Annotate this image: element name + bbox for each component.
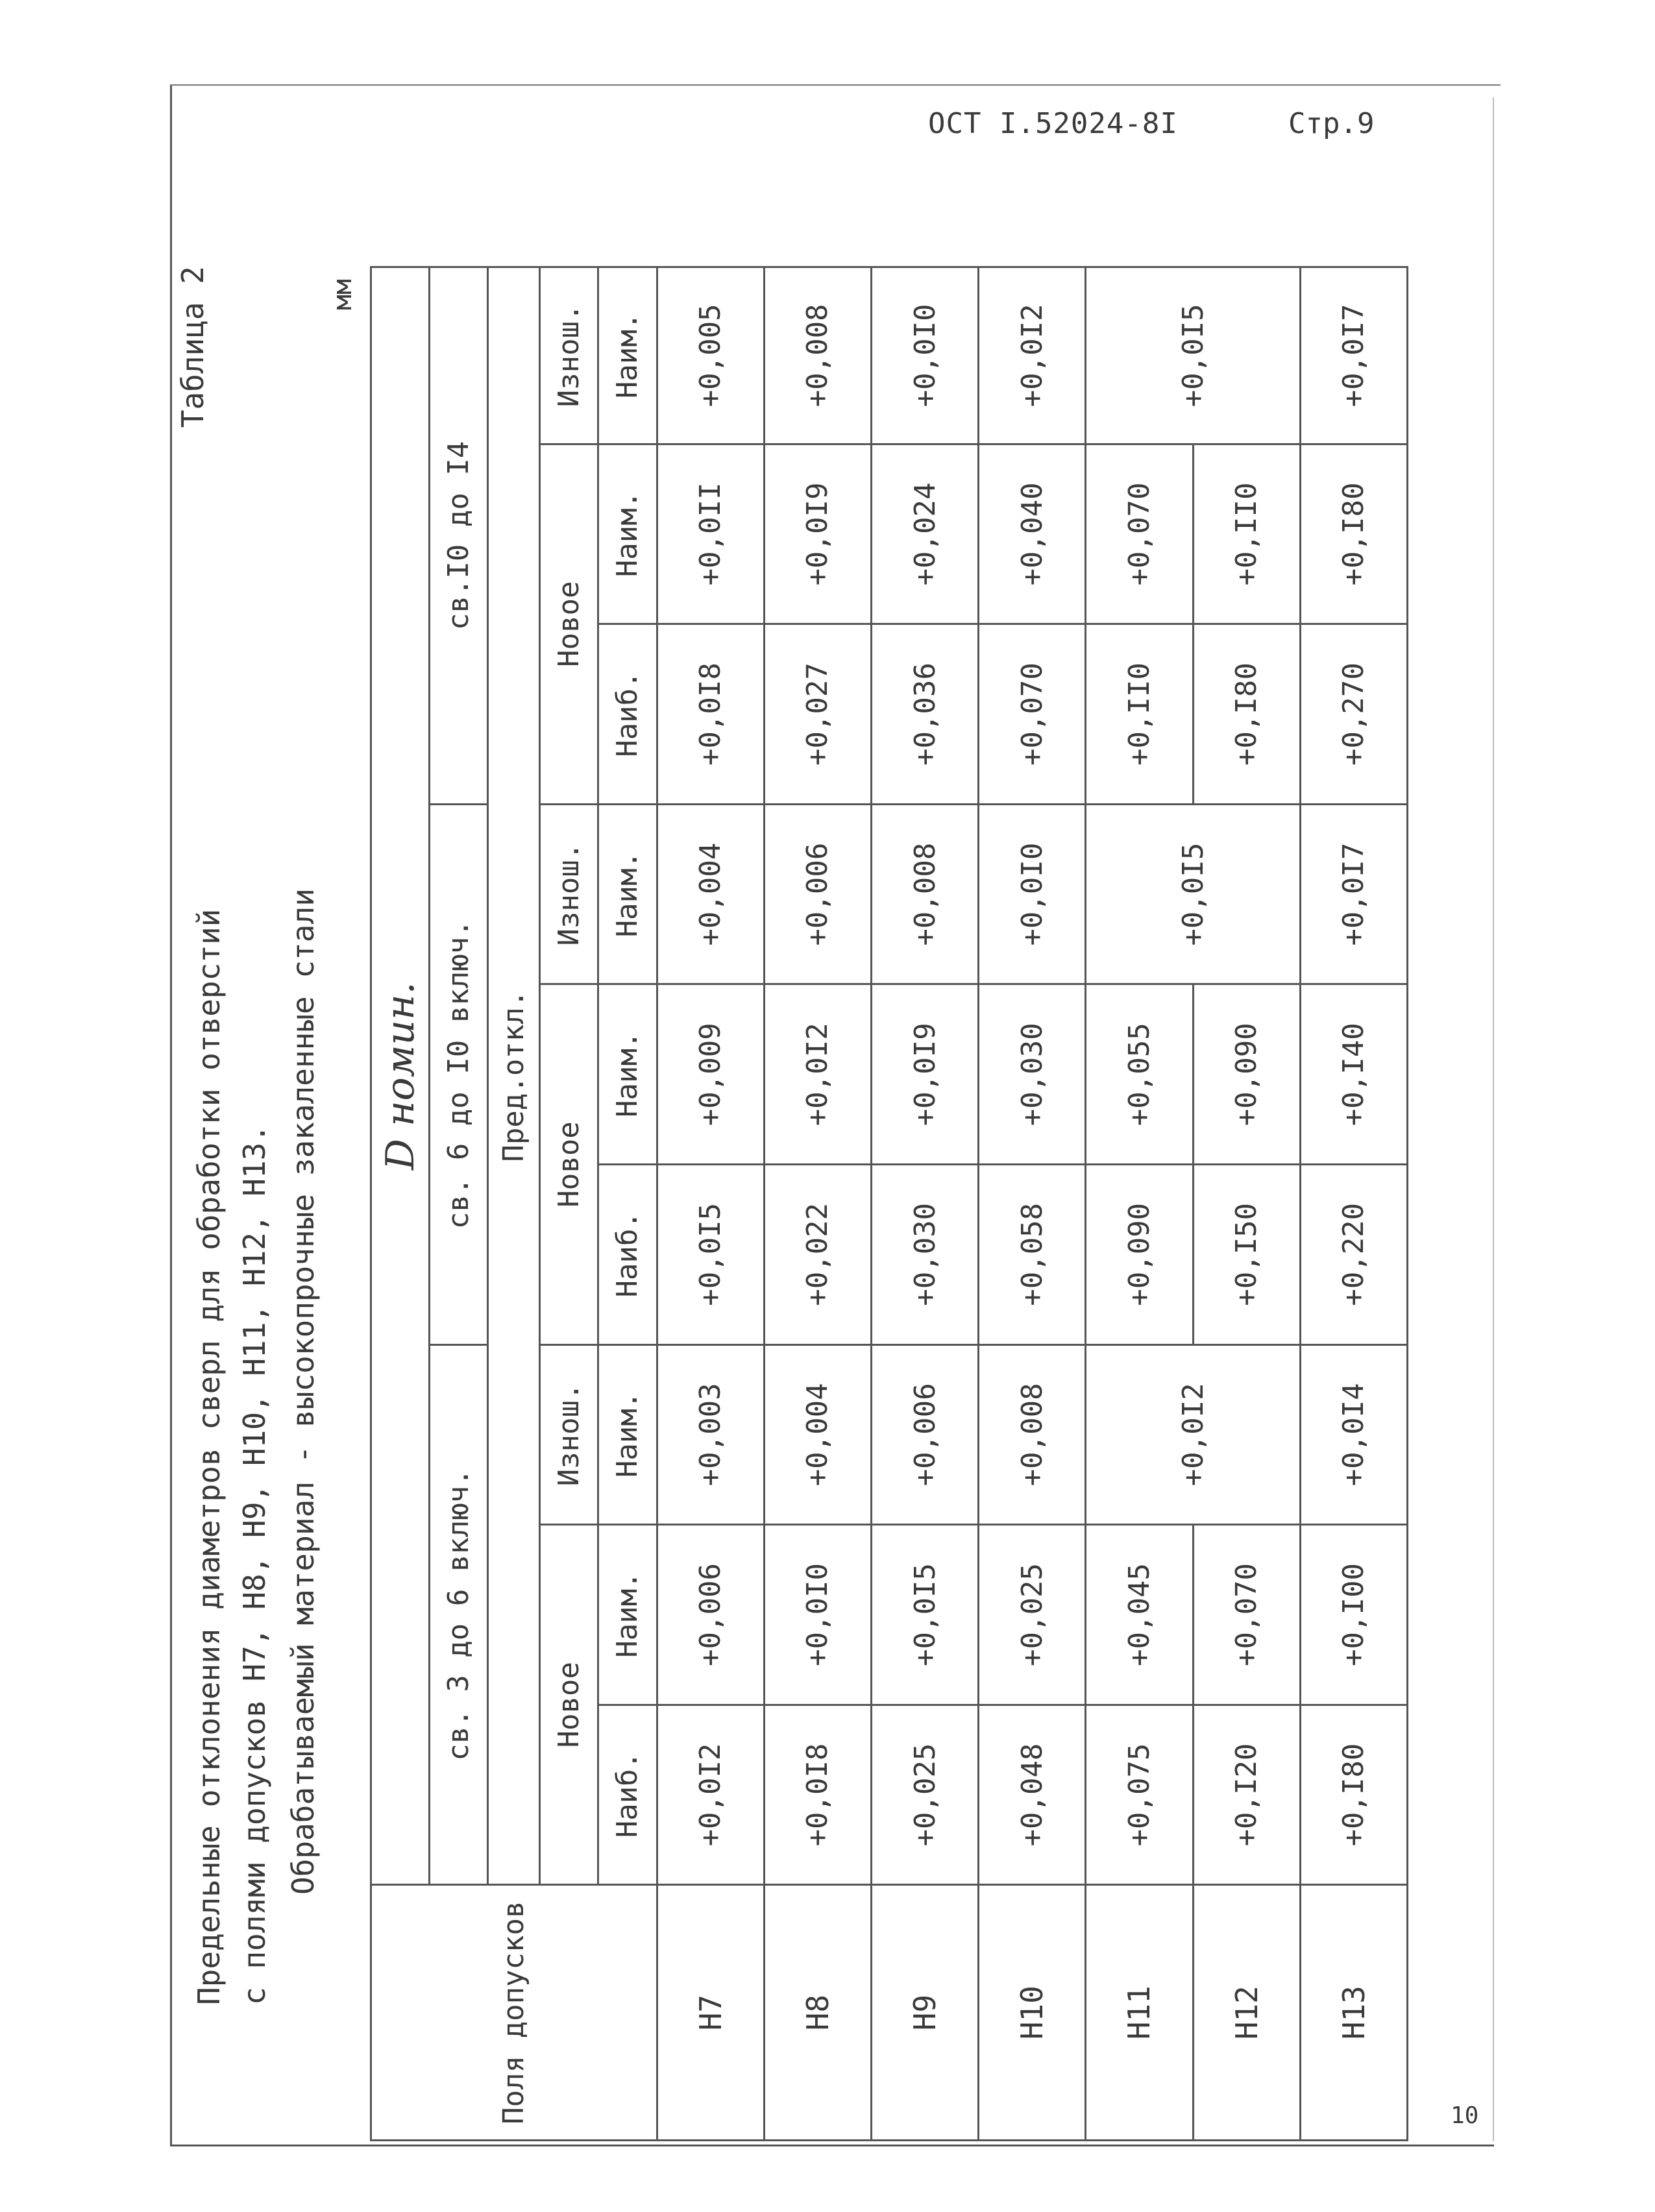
value-cell: +0,0I2	[979, 267, 1086, 444]
merged-wear-cell: +0,0I5	[1086, 267, 1300, 444]
value-cell: +0,0I7	[1300, 804, 1407, 984]
value-cell: +0,270	[1300, 624, 1407, 805]
deviation-table	[370, 266, 1408, 2141]
value-cell: +0,006	[871, 1344, 978, 1525]
range1-novoe: Новое	[540, 1525, 598, 1885]
merged-wear-cell: +0,0I5	[1086, 804, 1300, 984]
value-cell: +0,009	[657, 984, 764, 1165]
page-number: 10	[1451, 2102, 1479, 2129]
field-cell: Н10	[979, 1885, 1086, 2141]
field-cell: Н8	[764, 1885, 871, 2141]
value-cell: +0,005	[657, 267, 764, 444]
value-cell: +0,003	[657, 1344, 764, 1525]
frame-bottom-border	[170, 2145, 1494, 2146]
pred-otkl-header: Пред.откл.	[488, 267, 540, 1885]
range2-iznosh: Изнош.	[540, 804, 598, 984]
value-cell: +0,0I9	[871, 984, 978, 1165]
field-cell: Н9	[871, 1885, 978, 2141]
value-cell: +0,008	[764, 267, 871, 444]
unit-label: мм	[328, 279, 358, 311]
value-cell: +0,024	[871, 444, 978, 624]
value-cell: +0,I50	[1193, 1165, 1300, 1345]
value-cell: +0,004	[764, 1344, 871, 1525]
value-cell: +0,070	[979, 624, 1086, 805]
value-cell: +0,II0	[1086, 624, 1193, 805]
frame-right-border	[1493, 97, 1494, 2141]
r3-wear-naim-header: Наим.	[598, 267, 657, 444]
document-code: ОСТ I.52024-8I	[928, 107, 1178, 140]
value-cell: +0,090	[1086, 1165, 1193, 1345]
range3-iznosh: Изнош.	[540, 267, 598, 444]
value-cell: +0,I20	[1193, 1705, 1300, 1885]
value-cell: +0,I40	[1300, 984, 1407, 1165]
range2-novoe: Новое	[540, 984, 598, 1344]
value-cell: +0,004	[657, 804, 764, 984]
value-cell: +0,025	[979, 1525, 1086, 1705]
value-cell: +0,I80	[1193, 624, 1300, 805]
value-cell: +0,070	[1193, 1525, 1300, 1705]
value-cell: +0,I80	[1300, 1705, 1407, 1885]
value-cell: +0,I00	[1300, 1525, 1407, 1705]
d-nominal-label: D номин.	[377, 982, 423, 1171]
range3-novoe: Новое	[540, 444, 598, 804]
table-row	[1193, 267, 1300, 2141]
r2-naib-header: Наиб.	[598, 1165, 657, 1345]
r1-naib-header: Наиб.	[598, 1705, 657, 1885]
frame-top-border	[170, 84, 1501, 86]
value-cell: +0,0I4	[1300, 1344, 1407, 1525]
field-cell: Н12	[1193, 1885, 1300, 2141]
r2-wear-naim-header: Наим.	[598, 804, 657, 984]
value-cell: +0,0I5	[657, 1165, 764, 1345]
value-cell: +0,006	[657, 1525, 764, 1705]
table-row	[764, 267, 871, 2141]
value-cell: +0,070	[1086, 444, 1193, 624]
value-cell: +0,0I5	[871, 1525, 978, 1705]
value-cell: +0,0I9	[764, 444, 871, 624]
field-header-cell: Поля допусков	[371, 1885, 657, 2141]
r3-naim-header: Наим.	[598, 444, 657, 624]
value-cell: +0,075	[1086, 1705, 1193, 1885]
value-cell: +0,048	[979, 1705, 1086, 1885]
r3-naib-header: Наиб.	[598, 624, 657, 805]
table-row	[871, 267, 978, 2141]
value-cell: +0,058	[979, 1165, 1086, 1345]
merged-wear-cell: +0,0I2	[1086, 1344, 1300, 1525]
table-title-line3: Обрабатываемый материал - высокопрочные закаленные стали	[286, 888, 321, 1895]
value-cell: +0,0I8	[764, 1705, 871, 1885]
value-cell: +0,006	[764, 804, 871, 984]
r2-naim-header: Наим.	[598, 984, 657, 1165]
value-cell: +0,022	[764, 1165, 871, 1345]
value-cell: +0,0I7	[1300, 267, 1407, 444]
value-cell: +0,040	[979, 444, 1086, 624]
value-cell: +0,I80	[1300, 444, 1407, 624]
range1-iznosh: Изнош.	[540, 1344, 598, 1525]
r1-naim-header: Наим.	[598, 1525, 657, 1705]
value-cell: +0,090	[1193, 984, 1300, 1165]
frame-left-border	[170, 84, 172, 2145]
page-label: Стр.9	[1288, 107, 1375, 140]
range1-header: св. 3 до 6 включ.	[430, 1344, 488, 1885]
value-cell: +0,0I2	[764, 984, 871, 1165]
value-cell: +0,0I0	[871, 267, 978, 444]
value-cell: +0,025	[871, 1705, 978, 1885]
value-cell: +0,008	[871, 804, 978, 984]
value-cell: +0,0II	[657, 444, 764, 624]
value-cell: +0,0I8	[657, 624, 764, 805]
table-label: Таблица 2	[175, 266, 210, 428]
table-row	[657, 267, 764, 2141]
value-cell: +0,220	[1300, 1165, 1407, 1345]
rotated-table-block	[175, 260, 1480, 2141]
field-cell: Н7	[657, 1885, 764, 2141]
value-cell: +0,008	[979, 1344, 1086, 1525]
table-row	[979, 267, 1086, 2141]
range3-header: св.I0 до I4	[430, 267, 488, 805]
value-cell: +0,055	[1086, 984, 1193, 1165]
field-cell: Н13	[1300, 1885, 1407, 2141]
value-cell: +0,030	[979, 984, 1086, 1165]
field-cell: Н11	[1086, 1885, 1193, 2141]
value-cell: +0,027	[764, 624, 871, 805]
table-row	[1300, 267, 1407, 2141]
range2-header: св. 6 до I0 включ.	[430, 804, 488, 1344]
value-cell: +0,036	[871, 624, 978, 805]
value-cell: +0,0I0	[979, 804, 1086, 984]
table-title-line1: Предельные отклонения диаметров сверл для обработки отверстий	[191, 908, 227, 2005]
table-row	[1086, 267, 1193, 2141]
value-cell: +0,0I2	[657, 1705, 764, 1885]
r1-wear-naim-header: Наим.	[598, 1344, 657, 1525]
value-cell: +0,045	[1086, 1525, 1193, 1705]
value-cell: +0,030	[871, 1165, 978, 1345]
table-title-line2: с полями допусков Н7, Н8, Н9, Н10, Н11, Н12, Н13.	[237, 1124, 272, 2005]
value-cell: +0,II0	[1193, 444, 1300, 624]
d-nominal-header	[371, 267, 430, 1885]
value-cell: +0,0I0	[764, 1525, 871, 1705]
